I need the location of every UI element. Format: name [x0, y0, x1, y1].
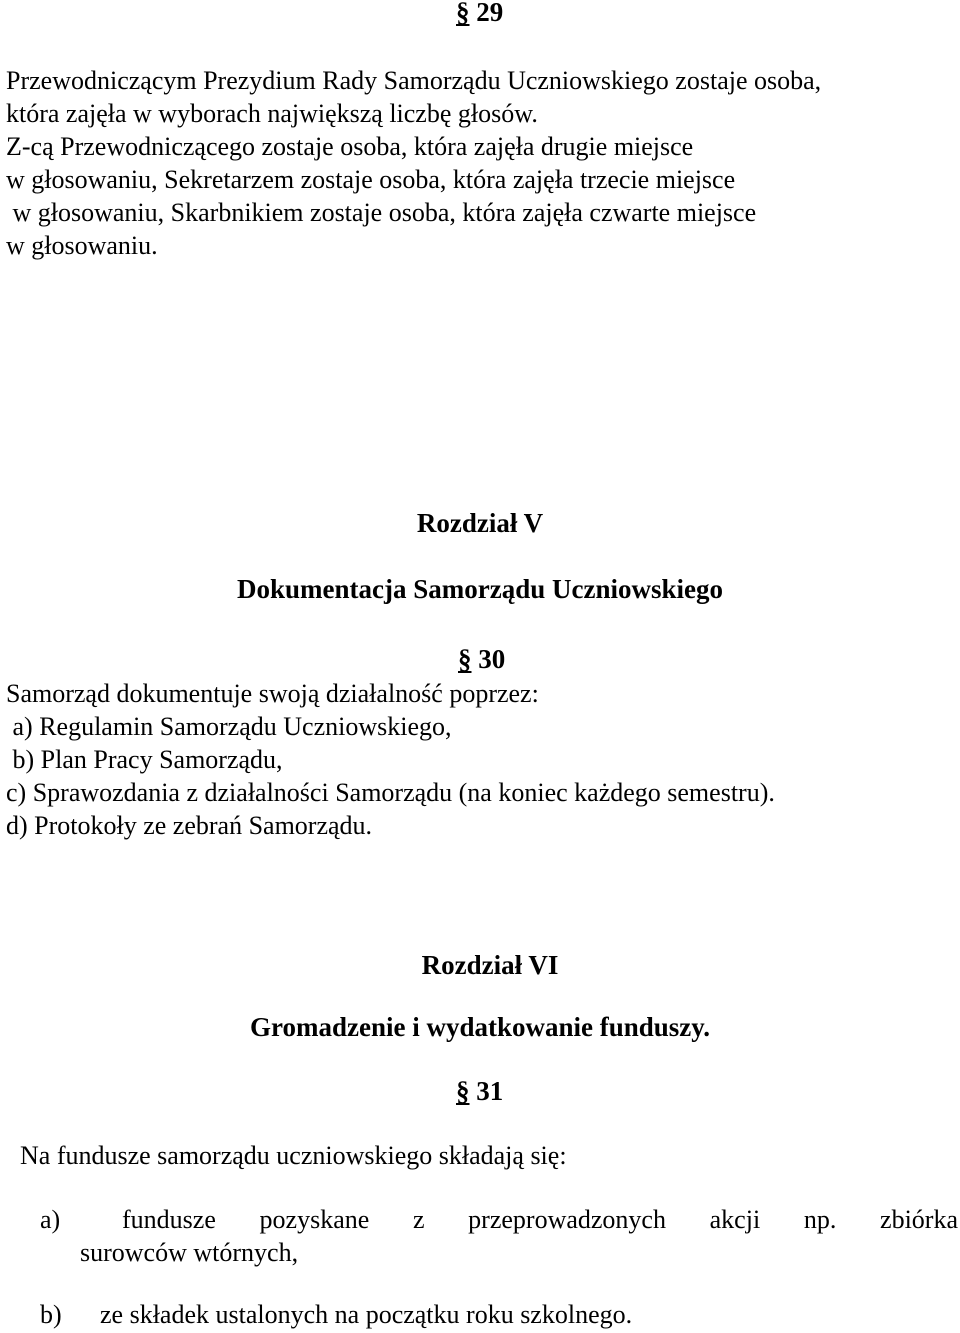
paragraph-line: w głosowaniu, Sekretarzem zostaje osoba, która zajęła trzecie miejsce [6, 165, 736, 194]
paragraph-line: która zajęła w wyborach największą liczbę głosów. [6, 99, 538, 128]
section-number: 29 [476, 0, 504, 27]
section-sign: § [456, 1076, 470, 1106]
section-30-body [6, 677, 775, 842]
section-29-body [6, 64, 821, 262]
section-sign: § [458, 644, 472, 674]
list-item: a) Regulamin Samorządu Uczniowskiego, [6, 712, 452, 741]
section-31-heading [456, 1075, 503, 1108]
chapter-5-subtitle: Dokumentacja Samorządu Uczniowskiego [237, 574, 723, 604]
list-intro: Samorząd dokumentuje swoją działalność poprzez: [6, 679, 539, 708]
section-29-heading [456, 0, 503, 29]
section-number: 31 [476, 1076, 504, 1106]
paragraph-line: Z-cą Przewodniczącego zostaje osoba, która zajęła drugie miejsce [6, 132, 694, 161]
paragraph-line: w głosowaniu. [6, 231, 158, 260]
paragraph-line: w głosowaniu, Skarbnikiem zostaje osoba, która zajęła czwarte miejsce [6, 198, 757, 227]
chapter-6-title: Rozdział VI [421, 950, 559, 980]
section-30-heading [458, 643, 505, 676]
section-number: 30 [478, 644, 506, 674]
list-item-continuation: surowców wtórnych, [80, 1238, 299, 1267]
list-item-text: ze składek ustalonych na początku roku szkolnego. [100, 1300, 633, 1329]
paragraph-line: Przewodniczącym Prezydium Rady Samorządu Uczniowskiego zostaje osoba, [6, 66, 822, 95]
list-item: b) Plan Pracy Samorządu, [6, 745, 283, 774]
chapter-5-title: Rozdział V [416, 508, 544, 538]
list-item-text: fundusze pozyskane z przeprowadzonych akcji np. zbiórka [122, 1205, 958, 1234]
list-item: c) Sprawozdania z działalności Samorządu (na koniec każdego semestru). [6, 778, 775, 807]
chapter-6-subtitle: Gromadzenie i wydatkowanie funduszy. [249, 1012, 711, 1042]
section-sign: § [456, 0, 470, 27]
list-item: d) Protokoły ze zebrań Samorządu. [6, 811, 373, 840]
list-intro: Na fundusze samorządu uczniowskiego składają się: [20, 1141, 567, 1170]
list-marker: a) [40, 1205, 61, 1234]
list-marker: b) [40, 1300, 62, 1329]
